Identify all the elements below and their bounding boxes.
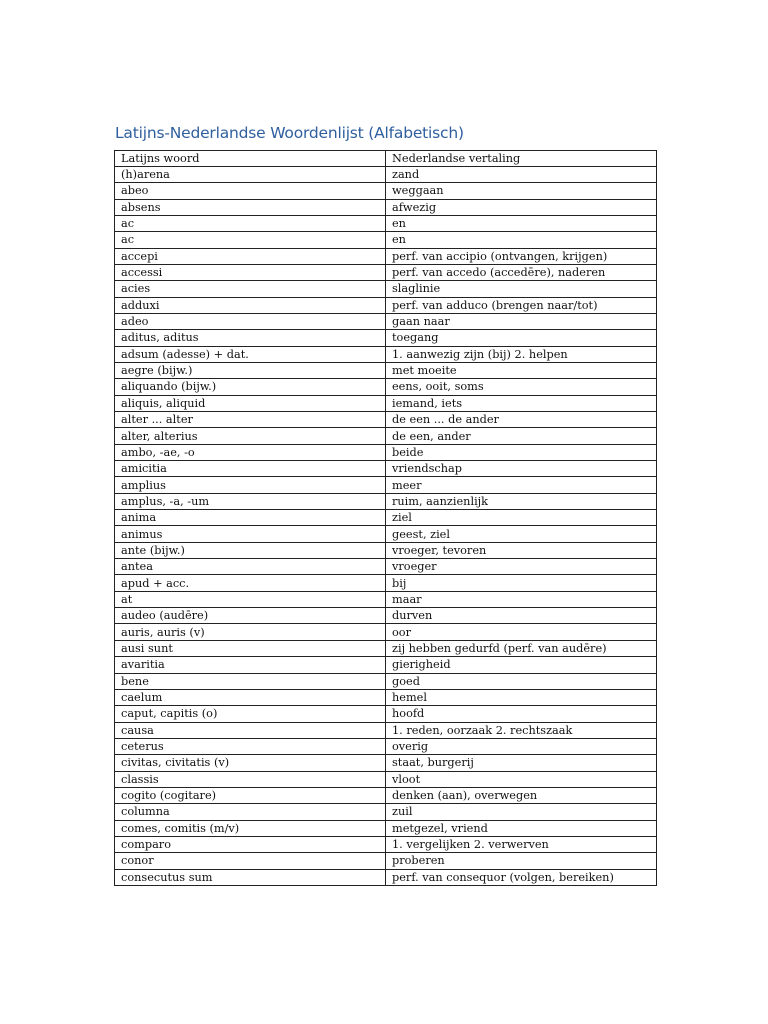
dutch-translation-cell: perf. van accedo (accedēre), naderen [386,264,657,280]
latin-word-cell: amicitia [115,461,386,477]
table-row [115,395,657,411]
table-row [115,869,657,885]
table-row [115,166,657,182]
table-row [115,673,657,689]
table-row [115,493,657,509]
latin-word-cell: columna [115,804,386,820]
dutch-translation-cell: met moeite [386,362,657,378]
table-row [115,444,657,460]
latin-word-cell: absens [115,199,386,215]
table-row [115,755,657,771]
table-row [115,183,657,199]
table-row [115,199,657,215]
dutch-translation-cell: meer [386,477,657,493]
latin-word-cell: antea [115,559,386,575]
latin-word-cell: auris, auris (v) [115,624,386,640]
table-row [115,232,657,248]
dutch-translation-cell: metgezel, vriend [386,820,657,836]
dutch-translation-cell: vloot [386,771,657,787]
latin-word-cell: (h)arena [115,166,386,182]
latin-word-cell: ante (bijw.) [115,542,386,558]
dutch-translation-cell: eens, ooit, soms [386,379,657,395]
dutch-translation-cell: slaglinie [386,281,657,297]
header-latin-word: Latijns woord [115,150,386,166]
table-row [115,853,657,869]
latin-word-cell: apud + acc. [115,575,386,591]
table-row [115,281,657,297]
table-header-row [115,150,657,166]
latin-word-cell: abeo [115,183,386,199]
latin-word-cell: amplus, -a, -um [115,493,386,509]
table-row [115,379,657,395]
latin-word-cell: bene [115,673,386,689]
dutch-translation-cell: 1. vergelijken 2. verwerven [386,836,657,852]
dutch-translation-cell: vroeger, tevoren [386,542,657,558]
latin-word-cell: comparo [115,836,386,852]
latin-word-cell: at [115,591,386,607]
vocabulary-table [114,150,657,886]
latin-word-cell: caelum [115,689,386,705]
dutch-translation-cell: en [386,232,657,248]
dutch-translation-cell: hoofd [386,706,657,722]
table-body [115,166,657,885]
table-row [115,542,657,558]
table-row [115,526,657,542]
table-row [115,362,657,378]
latin-word-cell: conor [115,853,386,869]
table-row [115,428,657,444]
latin-word-cell: aegre (bijw.) [115,362,386,378]
dutch-translation-cell: bij [386,575,657,591]
table-row [115,330,657,346]
dutch-translation-cell: beide [386,444,657,460]
latin-word-cell: aliquando (bijw.) [115,379,386,395]
table-row [115,657,657,673]
table-row [115,297,657,313]
latin-word-cell: classis [115,771,386,787]
dutch-translation-cell: weggaan [386,183,657,199]
table-row [115,624,657,640]
table-row [115,346,657,362]
dutch-translation-cell: zuil [386,804,657,820]
table-row [115,608,657,624]
dutch-translation-cell: iemand, iets [386,395,657,411]
latin-word-cell: adeo [115,313,386,329]
dutch-translation-cell: vriendschap [386,461,657,477]
dutch-translation-cell: zij hebben gedurfd (perf. van audēre) [386,640,657,656]
latin-word-cell: cogito (cogitare) [115,787,386,803]
dutch-translation-cell: perf. van adduco (brengen naar/tot) [386,297,657,313]
dutch-translation-cell: en [386,215,657,231]
table-row [115,559,657,575]
dutch-translation-cell: ruim, aanzienlijk [386,493,657,509]
table-row [115,575,657,591]
latin-word-cell: caput, capitis (o) [115,706,386,722]
latin-word-cell: aliquis, aliquid [115,395,386,411]
latin-word-cell: alter ... alter [115,412,386,428]
table-row [115,804,657,820]
latin-word-cell: adduxi [115,297,386,313]
dutch-translation-cell: overig [386,738,657,754]
dutch-translation-cell: toegang [386,330,657,346]
table-row [115,264,657,280]
latin-word-cell: animus [115,526,386,542]
table-row [115,461,657,477]
dutch-translation-cell: 1. reden, oorzaak 2. rechtszaak [386,722,657,738]
latin-word-cell: accessi [115,264,386,280]
table-row [115,771,657,787]
dutch-translation-cell: gierigheid [386,657,657,673]
table-row [115,215,657,231]
latin-word-cell: anima [115,510,386,526]
dutch-translation-cell: ziel [386,510,657,526]
dutch-translation-cell: zand [386,166,657,182]
dutch-translation-cell: goed [386,673,657,689]
latin-word-cell: ausi sunt [115,640,386,656]
latin-word-cell: ambo, -ae, -o [115,444,386,460]
dutch-translation-cell: geest, ziel [386,526,657,542]
latin-word-cell: causa [115,722,386,738]
latin-word-cell: adsum (adesse) + dat. [115,346,386,362]
dutch-translation-cell: durven [386,608,657,624]
dutch-translation-cell: vroeger [386,559,657,575]
header-dutch-translation: Nederlandse vertaling [386,150,657,166]
dutch-translation-cell: de een, ander [386,428,657,444]
dutch-translation-cell: staat, burgerij [386,755,657,771]
table-row [115,689,657,705]
latin-word-cell: comes, comitis (m/v) [115,820,386,836]
table-row [115,412,657,428]
latin-word-cell: ac [115,215,386,231]
table-row [115,738,657,754]
dutch-translation-cell: proberen [386,853,657,869]
dutch-translation-cell: oor [386,624,657,640]
latin-word-cell: civitas, civitatis (v) [115,755,386,771]
table-row [115,820,657,836]
latin-word-cell: ac [115,232,386,248]
table-row [115,313,657,329]
table-row [115,477,657,493]
dutch-translation-cell: gaan naar [386,313,657,329]
latin-word-cell: amplius [115,477,386,493]
latin-word-cell: avaritia [115,657,386,673]
dutch-translation-cell: denken (aan), overwegen [386,787,657,803]
dutch-translation-cell: de een ... de ander [386,412,657,428]
latin-word-cell: alter, alterius [115,428,386,444]
dutch-translation-cell: hemel [386,689,657,705]
latin-word-cell: ceterus [115,738,386,754]
table-row [115,640,657,656]
latin-word-cell: acies [115,281,386,297]
latin-word-cell: accepi [115,248,386,264]
dutch-translation-cell: afwezig [386,199,657,215]
table-row [115,510,657,526]
table-row [115,248,657,264]
table-row [115,591,657,607]
latin-word-cell: aditus, aditus [115,330,386,346]
dutch-translation-cell: perf. van accipio (ontvangen, krijgen) [386,248,657,264]
table-row [115,787,657,803]
table-row [115,706,657,722]
dutch-translation-cell: 1. aanwezig zijn (bij) 2. helpen [386,346,657,362]
dutch-translation-cell: maar [386,591,657,607]
latin-word-cell: audeo (audēre) [115,608,386,624]
latin-word-cell: consecutus sum [115,869,386,885]
table-row [115,836,657,852]
dutch-translation-cell: perf. van consequor (volgen, bereiken) [386,869,657,885]
table-row [115,722,657,738]
document-title: Latijns-Nederlandse Woordenlijst (Alfabetisch) [115,124,464,142]
